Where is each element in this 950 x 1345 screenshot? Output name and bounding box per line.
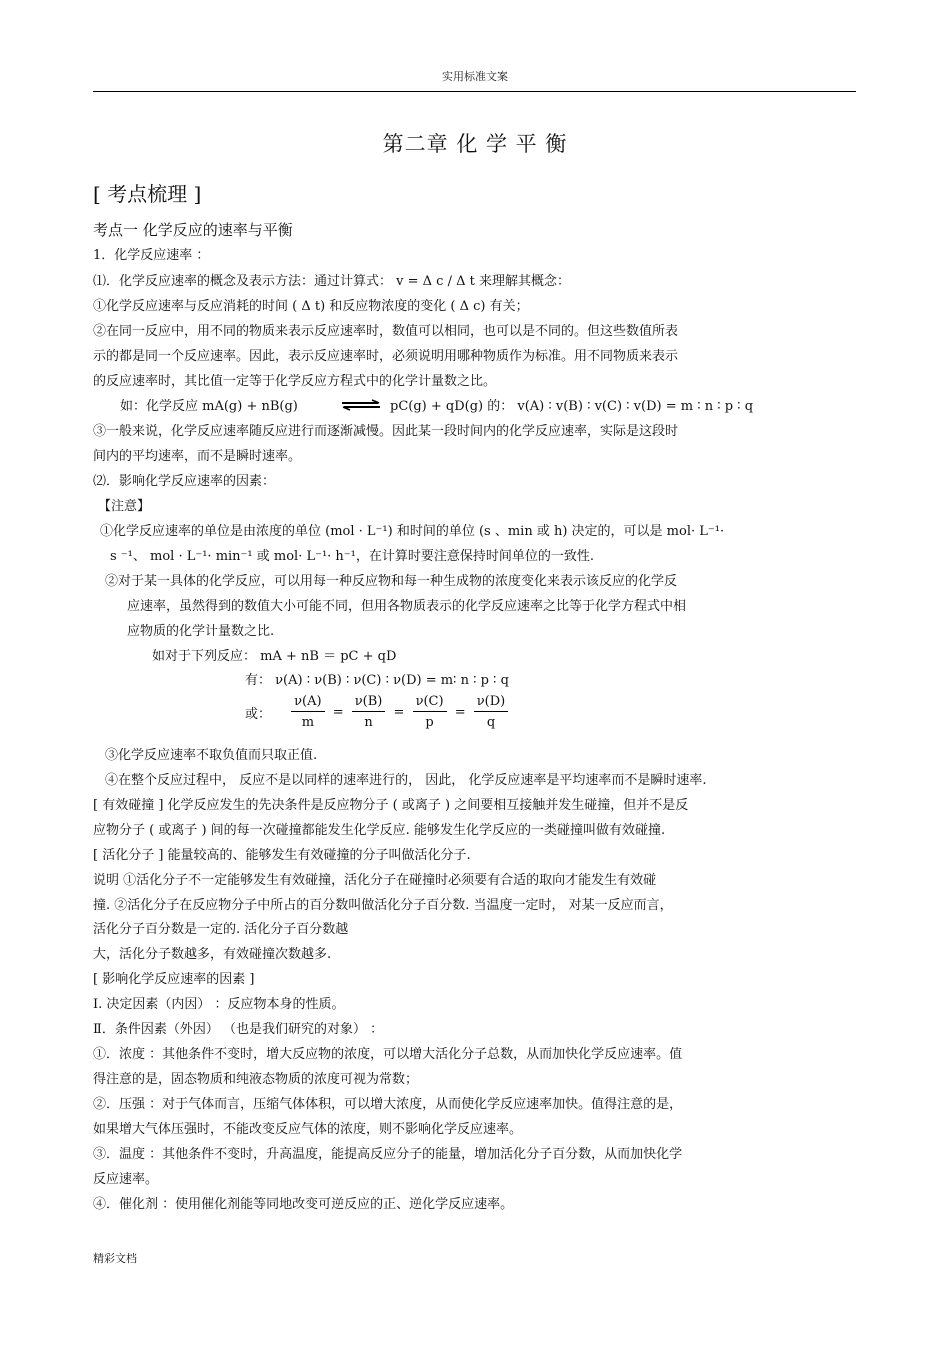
reversible-arrow-icon [340,399,382,415]
text-line: [ 有效碰撞 ] 化学反应发生的先决条件是反应物分子 ( 或离子 ) 之间要相互接触并发生碰撞，但并不是反 [93,798,689,813]
text-line: [ 活化分子 ] 能量较高的、能够发生有效碰撞的分子叫做活化分子. [93,848,471,863]
text-line: s ⁻¹、 mol · L⁻¹· min⁻¹ 或 mol· L⁻¹· h⁻¹，在计算时要注意保持时间单位的一致性. [110,549,595,564]
text-line: 反应速率。 [93,1172,159,1187]
text-line: 活化分子百分数是一定的. 活化分子百分数越 [93,922,349,937]
fraction-equation: 或： $\frac{\nu(A)}{m}$ = $\frac{\nu(B)}{n}$ = $\frac{\nu(C)}{p}$ = $\frac{\nu(D)}{q}$ [245,694,510,730]
text-line: 应速率，虽然得到的数值大小可能不同，但用各物质表示的化学反应速率之比等于化学方程式中相 [127,599,687,614]
text-line: 得注意的是，固态物质和纯液态物质的浓度可视为常数； [93,1072,419,1087]
text-line: 撞. ②活化分子在反应物分子中所占的百分数叫做活化分子百分数. 当温度一定时， 对某一反应而言， [93,898,673,913]
text-line: 的反应速率时，其比值一定等于化学反应方程式中的化学计量数之比。 [93,374,497,389]
text-line: 应物分子 ( 或离子 ) 间的每一次碰撞都能发生化学反应. 能够发生化学反应的一类碰撞叫做有效碰撞. [93,823,666,838]
text-line: 应物质的化学计量数之比. [127,624,275,639]
text-line: ①化学反应速率与反应消耗的时间 ( Δ t) 和反应物浓度的变化 ( Δ c) 有关； [93,299,529,314]
text-line: 说明 ①活化分子不一定能够发生有效碰撞，活化分子在碰撞时必须要有合适的取向才能发生有效碰 [93,873,657,888]
text-line: [ 影响化学反应速率的因素 ] [93,972,255,987]
header-rule [93,91,856,92]
text-line: 如果增大气体压强时，不能改变反应气体的浓度，则不影响化学反应速率。 [93,1122,523,1137]
text-line: I. 决定因素（内因） ：反应物本身的性质。 [93,997,345,1012]
text-line: ②在同一反应中，用不同的物质来表示反应速率时，数值可以相同，也可以是不同的。但这些数值所表 [93,324,679,339]
text-line: ⑴．化学反应速率的概念及表示方法：通过计算式： v = Δ c / Δ t 来理解其概念： [93,274,570,289]
text-line: ④．催化剂 ：使用催化剂能等同地改变可逆反应的正、逆化学反应速率。 [93,1197,514,1212]
or-label: 或： [245,706,272,722]
text-line: ②对于某一具体的化学反应，可以用每一种反应物和每一种生成物的浓度变化来表示该反应的化学反 [105,574,678,589]
text-line: 间内的平均速率，而不是瞬时速率。 [93,449,302,464]
text-line: 如对于下列反应： mA + nB ＝ pC + qD [152,649,397,664]
fraction-b: $\frac{\nu(B)}{n}$ [352,694,386,730]
text-line: 示的都是同一个反应速率。因此，表示反应速率时，必须说明用哪种物质作为标准。用不同物质来表示 [93,349,679,364]
reaction-example-left: 如：化学反应 mA(g) + nB(g) [120,399,298,414]
text-line: ③一般来说，化学反应速率随反应进行而逐渐减慢。因此某一段时间内的化学反应速率，实际是这段时 [93,424,679,439]
text-line: 1．化学反应速率 ： [93,248,210,263]
text-line: ④在整个反应过程中， 反应不是以同样的速率进行的， 因此， 化学反应速率是平均速率而不是瞬时速率. [105,773,707,788]
subsection-heading: 考点一 化学反应的速率与平衡 [93,221,293,239]
text-line: ⑵．影响化学反应速率的因素： [93,474,276,489]
text-line: ①化学反应速率的单位是由浓度的单位 (mol · L⁻¹) 和时间的单位 (s 、min 或 h) 决定的，可以是 mol· L⁻¹· [100,524,725,539]
section-heading: [ 考点梳理 ] [93,182,202,206]
text-line: ①．浓度 ：其他条件不变时，增大反应物的浓度，可以增大活化分子总数，从而加快化学反应速率。值 [93,1047,683,1062]
page-footer: 精彩文档 [93,1252,137,1265]
note-label: 【注意】 [98,499,151,514]
text-line: 大，活化分子数越多，有效碰撞次数越多. [93,947,332,962]
page-header: 实用标准文案 [442,70,508,83]
text-line: ②．压强 ：对于气体而言，压缩气体体积，可以增大浓度，从而使化学反应速率加快。值得注意的是， [93,1097,683,1112]
fraction-c: $\frac{\nu(C)}{p}$ [413,694,447,730]
fraction-d: $\frac{\nu(D)}{q}$ [474,694,508,730]
rate-ratio-line: 有： ν(A) ∶ ν(B) ∶ ν(C) ∶ ν(D) = m∶ n ∶ p ∶ q [245,673,509,688]
text-line: ③化学反应速率不取负值而只取正值. [105,748,318,763]
chapter-title: 第二章 化 学 平 衡 [382,132,568,156]
text-line: Ⅱ．条件因素（外因） （也是我们研究的对象） ： [93,1022,384,1037]
text-line: ③．温度 ：其他条件不变时，升高温度，能提高反应分子的能量，增加活化分子百分数，从而加快化学 [93,1147,683,1162]
reaction-example-right: pC(g) + qD(g) 的： v(A) ∶ v(B) ∶ v(C) ∶ v(D) = m ∶ n ∶ p ∶ q [390,399,754,414]
fraction-a: $\frac{\nu(A)}{m}$ [291,694,324,730]
